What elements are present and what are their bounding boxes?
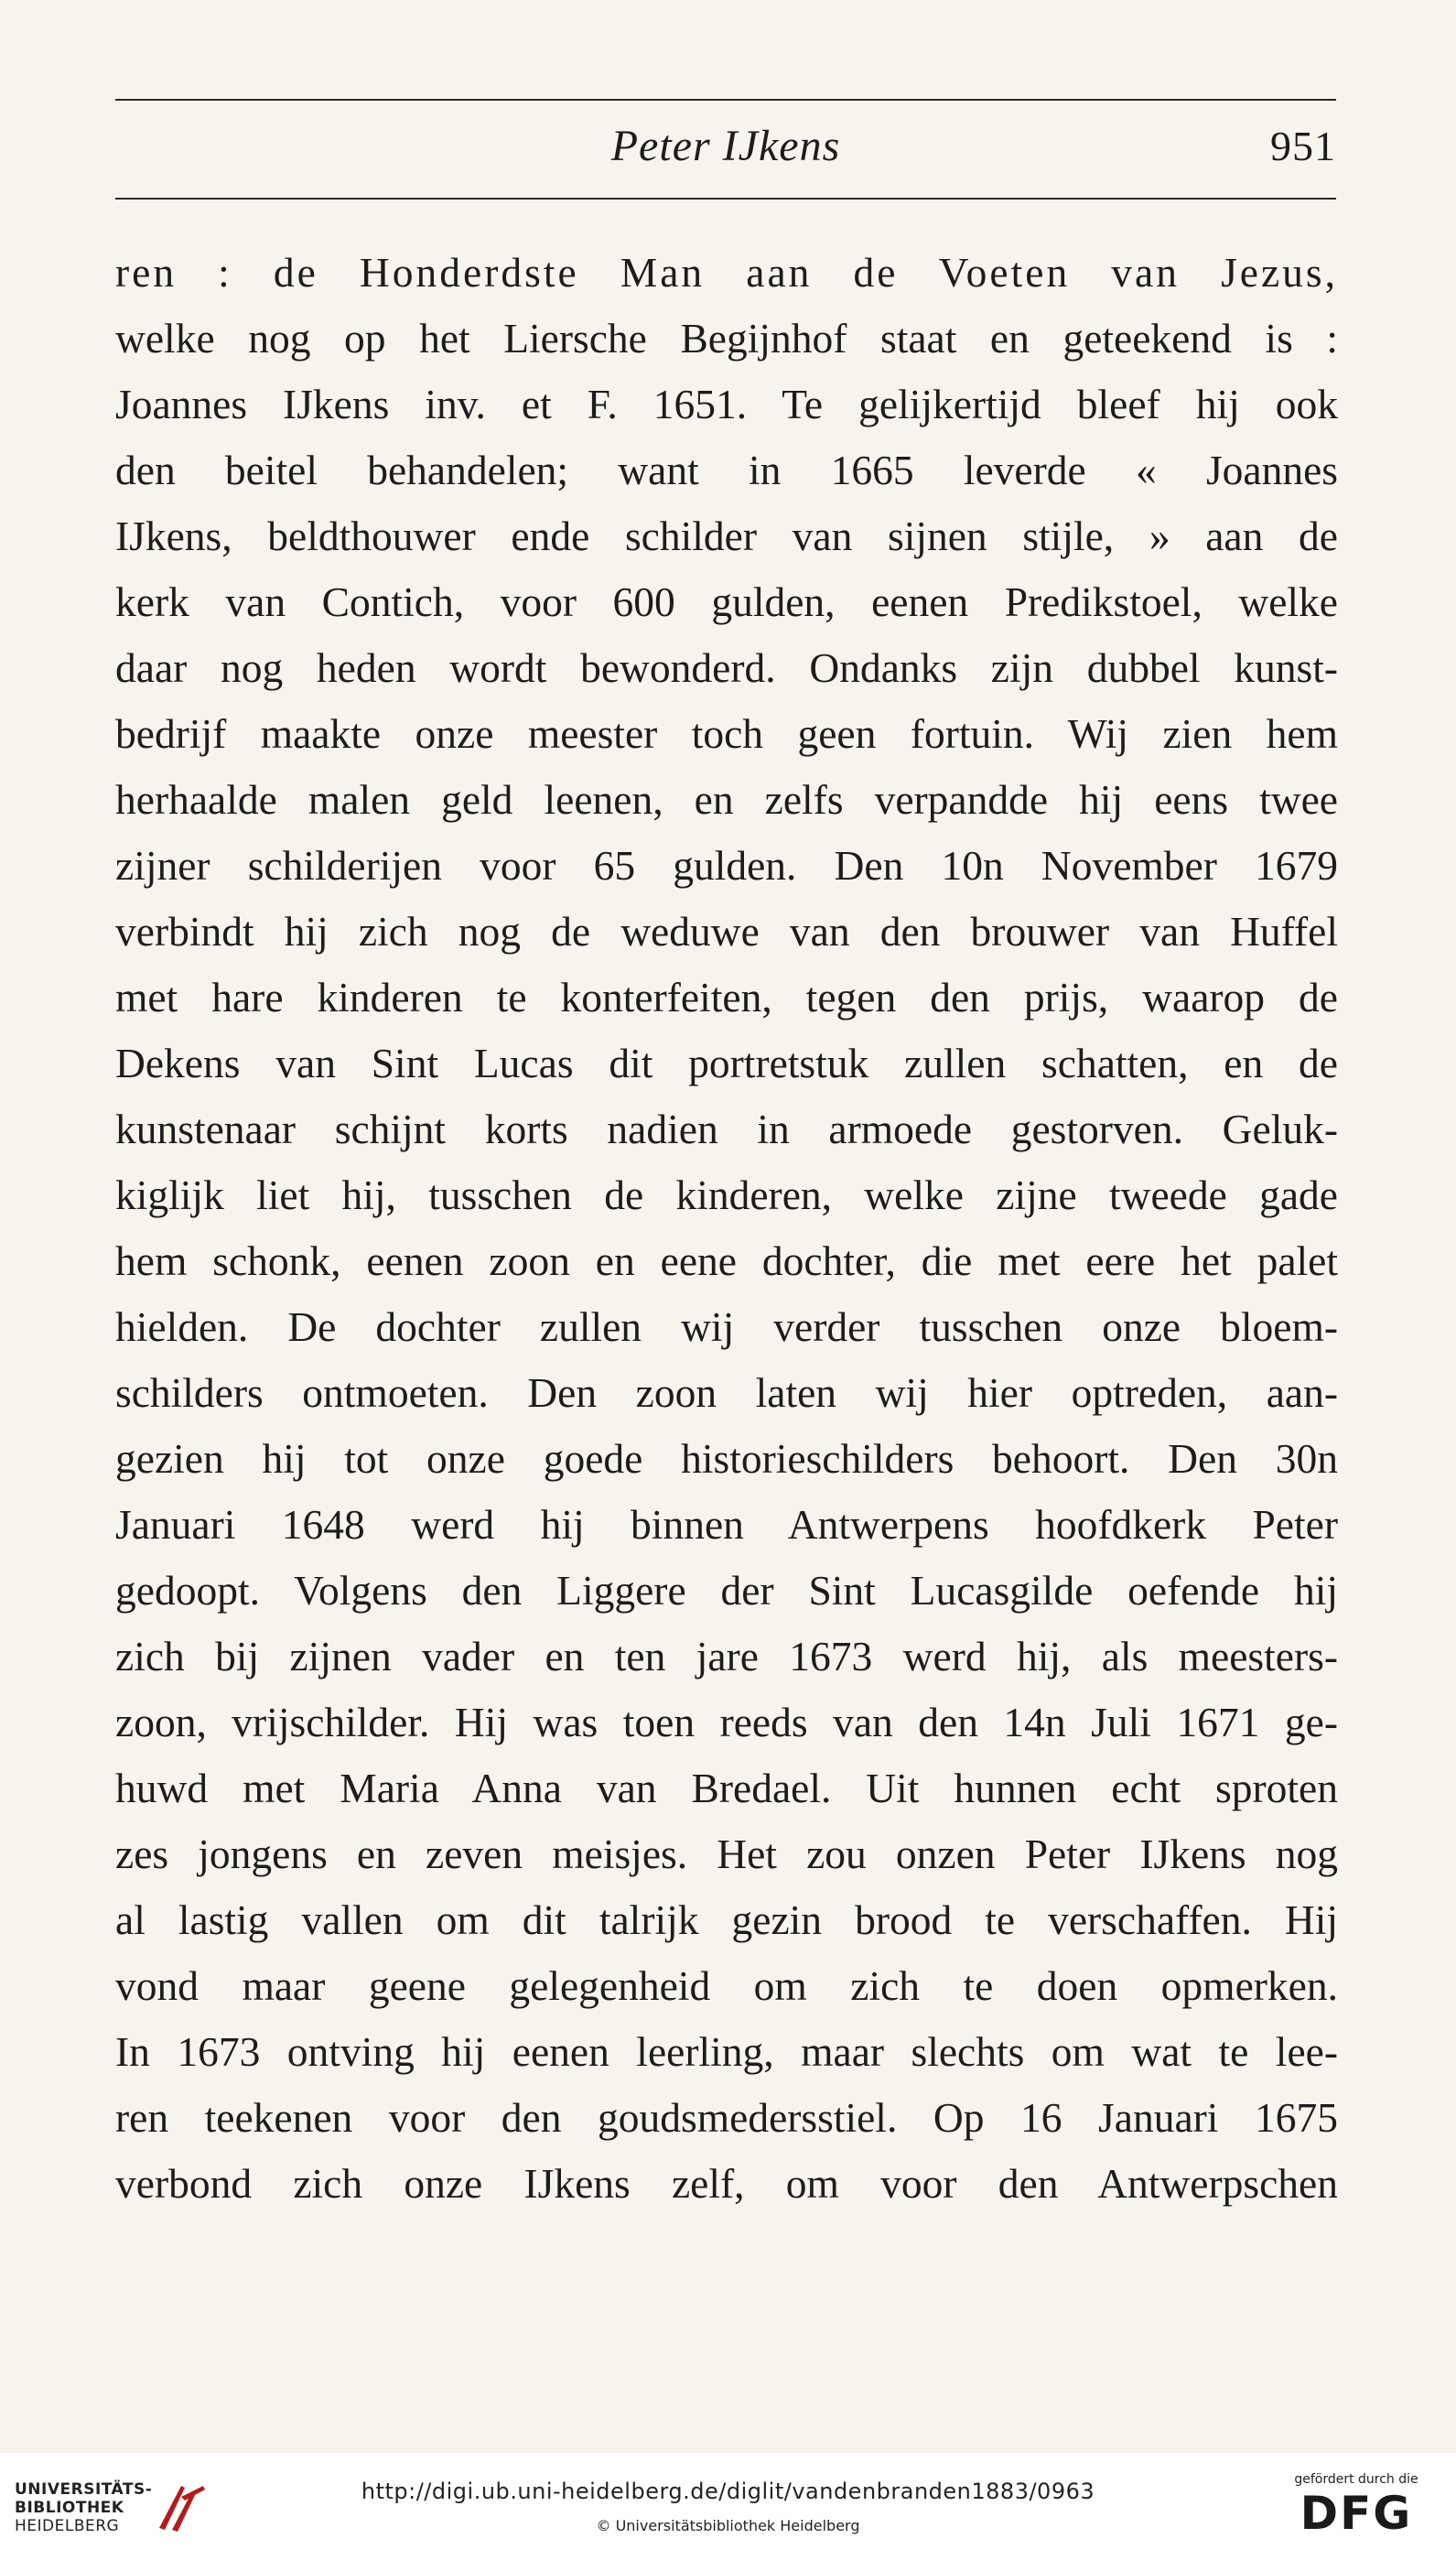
text-line: zijner schilderijen voor 65 gulden. Den 10n November 1679 — [115, 842, 1338, 889]
text-line: zes jongens en zeven meisjes. Het zou onzen Peter IJkens nog — [115, 1831, 1338, 1877]
header-rule-bottom — [115, 198, 1336, 200]
text-line: met hare kinderen te konterfeiten, tegen den prijs, waarop de — [115, 974, 1338, 1021]
text-line: daar nog heden wordt bewonderd. Ondanks zijn dubbel kunst- — [115, 644, 1338, 691]
text-line: Joannes IJkens inv. et F. 1651. Te gelijkertijd bleef hij ook — [115, 381, 1338, 427]
running-head — [115, 108, 1336, 185]
text-line: gezien hij tot onze goede historieschilders behoort. Den 30n — [115, 1435, 1338, 1482]
text-line: ren teekenen voor den goudsmedersstiel. Op 16 Januari 1675 — [115, 2094, 1338, 2141]
text-line: ren : de Honderdste Man aan de Voeten van Jezus, — [115, 249, 1338, 296]
running-title: Peter IJkens — [610, 122, 841, 170]
library-name-line: HEIDELBERG — [15, 2517, 120, 2535]
text-line: IJkens, beldthouwer ende schilder van sijnen stijle, » aan de — [115, 513, 1338, 559]
text-line: verbond zich onze IJkens zelf, om voor den Antwerpschen — [115, 2160, 1338, 2207]
text-line: verbindt hij zich nog de weduwe van den brouwer van Huffel — [115, 908, 1338, 955]
text-line: kiglijk liet hij, tusschen de kinderen, welke zijne tweede gade — [115, 1172, 1338, 1218]
header-rule-top — [115, 99, 1336, 101]
text-line: hielden. De dochter zullen wij verder tusschen onze bloem- — [115, 1303, 1338, 1350]
text-line: kerk van Contich, voor 600 gulden, eenen Predikstoel, welke — [115, 578, 1338, 625]
text-line: Dekens van Sint Lucas dit portretstuk zullen schatten, en de — [115, 1040, 1338, 1086]
page-number: 951 — [1270, 123, 1336, 169]
text-line: bedrijf maakte onze meester toch geen fortuin. Wij zien hem — [115, 710, 1338, 757]
text-line: kunstenaar schijnt korts nadien in armoede gestorven. Geluk- — [115, 1106, 1338, 1152]
library-name-line: BIBLIOTHEK — [15, 2499, 124, 2517]
text-line: welke nog op het Liersche Begijnhof staat en geteekend is : — [115, 315, 1338, 362]
digitization-footer — [0, 2453, 1456, 2560]
text-line: huwd met Maria Anna van Bredael. Uit hunnen echt sproten — [115, 1765, 1338, 1811]
body-text — [115, 240, 1338, 2217]
library-name-line: UNIVERSITÄTS- — [15, 2480, 153, 2499]
text-line: den beitel behandelen; want in 1665 leverde « Joannes — [115, 447, 1338, 493]
text-line: zoon, vrijschilder. Hij was toen reeds van den 14n Juli 1671 ge- — [115, 1699, 1338, 1745]
text-line: vond maar geene gelegenheid om zich te doen opmerken. — [115, 1962, 1338, 2009]
funder-caption: gefördert durch die — [1294, 2472, 1418, 2487]
dfg-logo: DFG — [1300, 2487, 1413, 2540]
source-url-link[interactable]: http://digi.ub.uni-heidelberg.de/diglit/vandenbranden1883/0963 — [361, 2479, 1095, 2504]
funder-logo — [1278, 2471, 1434, 2544]
text-line: Januari 1648 werd hij binnen Antwerpens hoofdkerk Peter — [115, 1501, 1338, 1548]
copyright-text: © Universitätsbibliothek Heidelberg — [596, 2517, 860, 2534]
text-line: In 1673 ontving hij eenen leerling, maar slechts om wat te lee- — [115, 2028, 1338, 2075]
text-line: herhaalde malen geld leenen, en zelfs verpandde hij eens twee — [115, 776, 1338, 823]
text-line: zich bij zijnen vader en ten jare 1673 werd hij, als meesters- — [115, 1633, 1338, 1680]
text-line: al lastig vallen om dit talrijk gezin brood te verschaffen. Hij — [115, 1896, 1338, 1943]
text-line: hem schonk, eenen zoon en eene dochter, die met eere het palet — [115, 1237, 1338, 1284]
text-line: gedoopt. Volgens den Liggere der Sint Lucasgilde oefende hij — [115, 1567, 1338, 1614]
text-line: schilders ontmoeten. Den zoon laten wij hier optreden, aan- — [115, 1369, 1338, 1416]
